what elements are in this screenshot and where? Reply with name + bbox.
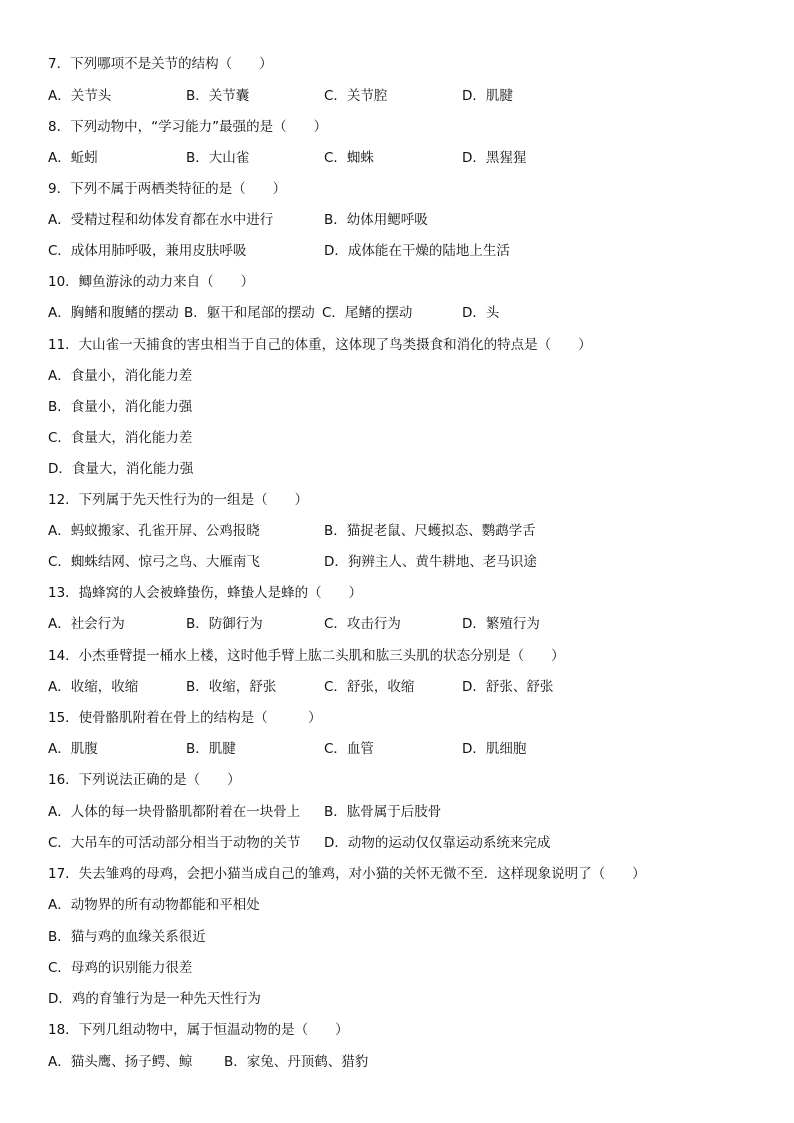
question-11-option-d: D．食量大，消化能力强 — [48, 461, 194, 477]
question-9-option-a: A．受精过程和幼体发育都在水中进行 — [48, 212, 274, 228]
question-8-stem: 8．下列动物中，“学习能力”最强的是（ ） — [48, 119, 328, 135]
question-15-option-c: C．血管 — [324, 741, 374, 757]
question-13-option-b: B．防御行为 — [186, 616, 263, 632]
question-7-stem: 7．下列哪项不是关节的结构（ ） — [48, 56, 273, 72]
question-15-stem: 15．使骨骼肌附着在骨上的结构是（ ） — [48, 710, 322, 726]
question-7-option-a: A．关节头 — [48, 88, 112, 104]
question-8-option-a: A．蚯蚓 — [48, 150, 98, 166]
question-10-option-a: A．胸鳍和腹鳍的摆动 — [48, 305, 179, 321]
question-13-stem: 13．捣蜂窝的人会被蜂蛰伤，蜂蛰人是蜂的（ ） — [48, 585, 363, 601]
question-10-option-d: D．头 — [462, 305, 500, 321]
question-15-option-a: A．肌腹 — [48, 741, 98, 757]
question-16-option-d: D．动物的运动仅仅靠运动系统来完成 — [324, 835, 551, 851]
question-16-option-a: A．人体的每一块骨骼肌都附着在一块骨上 — [48, 804, 301, 820]
question-11-option-c: C．食量大，消化能力差 — [48, 430, 193, 446]
question-9-option-c: C．成体用肺呼吸，兼用皮肤呼吸 — [48, 243, 247, 259]
question-16-option-b: B．肱骨属于后肢骨 — [324, 804, 442, 820]
question-12-option-a: A．蚂蚁搬家、孔雀开屏、公鸡报晓 — [48, 523, 260, 539]
question-8-option-c: C．蜘蛛 — [324, 150, 374, 166]
question-12-stem: 12．下列属于先天性行为的一组是（ ） — [48, 492, 309, 508]
question-10-option-b: B．躯干和尾部的摆动 — [184, 305, 315, 321]
question-13-option-d: D．繁殖行为 — [462, 616, 540, 632]
question-10-stem: 10．鲫鱼游泳的动力来自（ ） — [48, 274, 255, 290]
question-8-option-b: B．大山雀 — [186, 150, 250, 166]
question-17-option-b: B．猫与鸡的血缘关系很近 — [48, 929, 206, 945]
question-17-stem: 17．失去雏鸡的母鸡，会把小猫当成自己的雏鸡，对小猫的关怀无微不至．这样现象说明了（ ） — [48, 866, 646, 882]
question-14-option-a: A．收缩，收缩 — [48, 679, 139, 695]
question-11-option-a: A．食量小，消化能力差 — [48, 368, 193, 384]
question-16-stem: 16．下列说法正确的是（ ） — [48, 772, 241, 788]
question-11-stem: 11．大山雀一天捕食的害虫相当于自己的体重，这体现了鸟类摄食和消化的特点是（ ） — [48, 337, 592, 353]
question-12-option-c: C．蜘蛛结网、惊弓之鸟、大雁南飞 — [48, 554, 260, 570]
question-17-option-d: D．鸡的育雏行为是一种先天性行为 — [48, 991, 261, 1007]
question-12-option-b: B．猫捉老鼠、尺蠖拟态、鹦鹉学舌 — [324, 523, 536, 539]
question-15-option-d: D．肌细胞 — [462, 741, 527, 757]
question-9-option-d: D．成体能在干燥的陆地上生活 — [324, 243, 510, 259]
question-16-option-c: C．大吊车的可活动部分相当于动物的关节 — [48, 835, 301, 851]
question-14-option-c: C．舒张，收缩 — [324, 679, 415, 695]
question-7-option-d: D．肌腱 — [462, 88, 513, 104]
question-13-option-a: A．社会行为 — [48, 616, 125, 632]
question-9-stem: 9．下列不属于两栖类特征的是（ ） — [48, 181, 287, 197]
question-7-option-c: C．关节腔 — [324, 88, 388, 104]
question-7-option-b: B．关节囊 — [186, 88, 250, 104]
question-18-option-b: B．家兔、丹顶鹤、猎豹 — [224, 1054, 369, 1070]
question-13-option-c: C．攻击行为 — [324, 616, 401, 632]
question-18-stem: 18．下列几组动物中，属于恒温动物的是（ ） — [48, 1022, 349, 1038]
question-14-option-d: D．舒张、舒张 — [462, 679, 554, 695]
question-8-option-d: D．黑猩猩 — [462, 150, 527, 166]
question-9-option-b: B．幼体用鳃呼吸 — [324, 212, 428, 228]
question-12-option-d: D．狗辨主人、黄牛耕地、老马识途 — [324, 554, 537, 570]
question-15-option-b: B．肌腱 — [186, 741, 236, 757]
question-10-option-c: C．尾鳍的摆动 — [322, 305, 413, 321]
question-17-option-c: C．母鸡的识别能力很差 — [48, 960, 193, 976]
question-17-option-a: A．动物界的所有动物都能和平相处 — [48, 897, 260, 913]
question-14-stem: 14．小杰垂臂提一桶水上楼，这时他手臂上肱二头肌和肱三头肌的状态分别是（ ） — [48, 648, 565, 664]
question-14-option-b: B．收缩，舒张 — [186, 679, 277, 695]
question-18-option-a: A．猫头鹰、扬子鳄、鲸 — [48, 1054, 193, 1070]
question-11-option-b: B．食量小，消化能力强 — [48, 399, 193, 415]
